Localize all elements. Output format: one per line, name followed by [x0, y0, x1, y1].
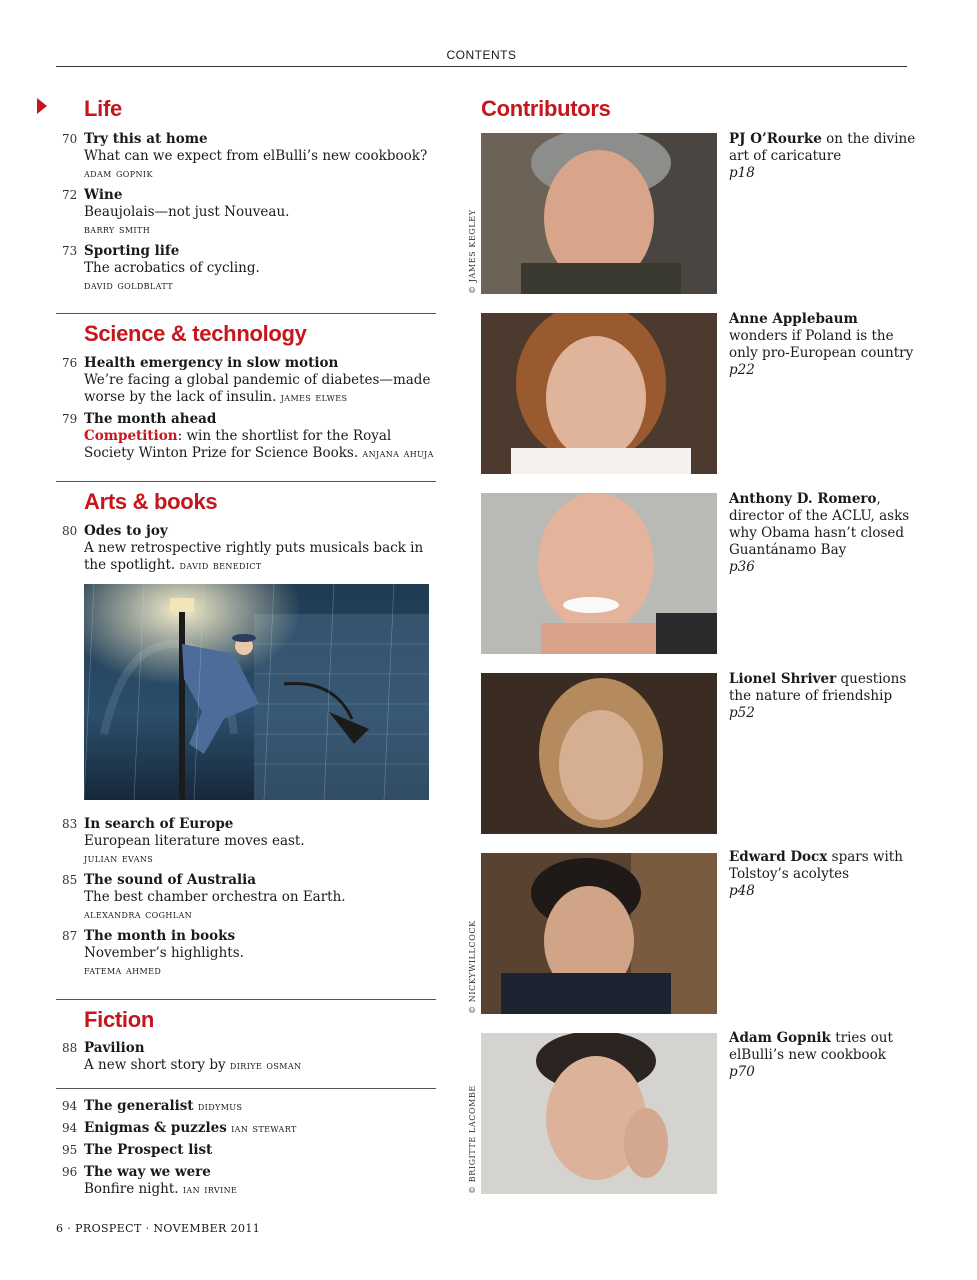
toc-entry[interactable]: 95 The Prospect list — [62, 1142, 213, 1158]
photo-credit: © BRIGITTE LACOMBE — [468, 1085, 477, 1194]
photo-credit: © NICKYWILLCOCK — [468, 920, 477, 1014]
contributor-entry[interactable]: Anthony D. Romero, director of the ACLU, asks why Obama hasn’t closed Guantánamo Bay p36 — [729, 491, 910, 575]
section-title-contributors: Contributors — [481, 96, 611, 121]
toc-entry[interactable]: 80 Odes to joy A new retrospective rightly puts musicals back in the spotlight. david benedict — [62, 523, 424, 573]
section-divider — [56, 999, 436, 1000]
contributor-entry[interactable]: Anne Applebaum wonders if Poland is the only pro-European country p22 — [729, 311, 914, 378]
toc-entry[interactable]: 94 The generalist didymus — [62, 1098, 243, 1114]
contributor-entry[interactable]: PJ O’Rourke on the divine art of caricature p18 — [729, 131, 916, 181]
page-header: CONTENTS — [56, 48, 907, 67]
toc-entry[interactable]: 76 Health emergency in slow motion We’re facing a global pandemic of diabetes—made worse by the lack of insulin. james elwes — [62, 355, 431, 405]
section-title-arts: Arts & books — [84, 489, 218, 514]
photo-credit: © JAMES KEGLEY — [468, 209, 477, 294]
section-divider — [56, 313, 436, 314]
portrait-photo — [481, 313, 717, 474]
toc-entry[interactable]: 94 Enigmas & puzzles ian stewart — [62, 1120, 297, 1136]
section-divider — [56, 481, 436, 482]
toc-entry[interactable]: 70 Try this at home What can we expect from elBulli’s new cookbook? adam gopnik — [62, 131, 428, 180]
section-divider — [56, 1088, 436, 1089]
toc-entry[interactable]: 73 Sporting life The acrobatics of cycling. david goldblatt — [62, 243, 260, 292]
toc-entry[interactable]: 85 The sound of Australia The best chamber orchestra on Earth. alexandra coghlan — [62, 872, 346, 921]
portrait-photo — [481, 1033, 717, 1194]
portrait-photo — [481, 133, 717, 294]
section-title-life: Life — [84, 96, 122, 121]
contributor-entry[interactable]: Lionel Shriver questions the nature of friendship p52 — [729, 671, 907, 721]
toc-entry[interactable]: 72 Wine Beaujolais—not just Nouveau. barry smith — [62, 187, 290, 236]
toc-entry[interactable]: 88 Pavilion A new short story by diriye osman — [62, 1040, 302, 1073]
toc-entry[interactable]: 83 In search of Europe European literature moves east. julian evans — [62, 816, 305, 865]
page-footer: 6 · PROSPECT · NOVEMBER 2011 — [56, 1222, 261, 1235]
section-title-science: Science & technology — [84, 321, 307, 346]
toc-entry[interactable]: 96 The way we were Bonfire night. ian irvine — [62, 1164, 238, 1197]
toc-entry[interactable]: 87 The month in books November’s highlights. fatema ahmed — [62, 928, 244, 977]
portrait-photo — [481, 673, 717, 834]
section-title-fiction: Fiction — [84, 1007, 155, 1032]
section-arrow-icon — [37, 98, 47, 114]
portrait-photo — [481, 853, 717, 1014]
portrait-photo — [481, 493, 717, 654]
contributor-entry[interactable]: Adam Gopnik tries out elBulli’s new cookbook p70 — [729, 1030, 893, 1080]
singin-in-the-rain-photo — [84, 584, 429, 800]
contributor-entry[interactable]: Edward Docx spars with Tolstoy’s acolytes p48 — [729, 849, 903, 899]
toc-entry[interactable]: 79 The month ahead Competition: win the shortlist for the Royal Society Winton Prize for Science Books. anjana ahuja — [62, 411, 434, 461]
